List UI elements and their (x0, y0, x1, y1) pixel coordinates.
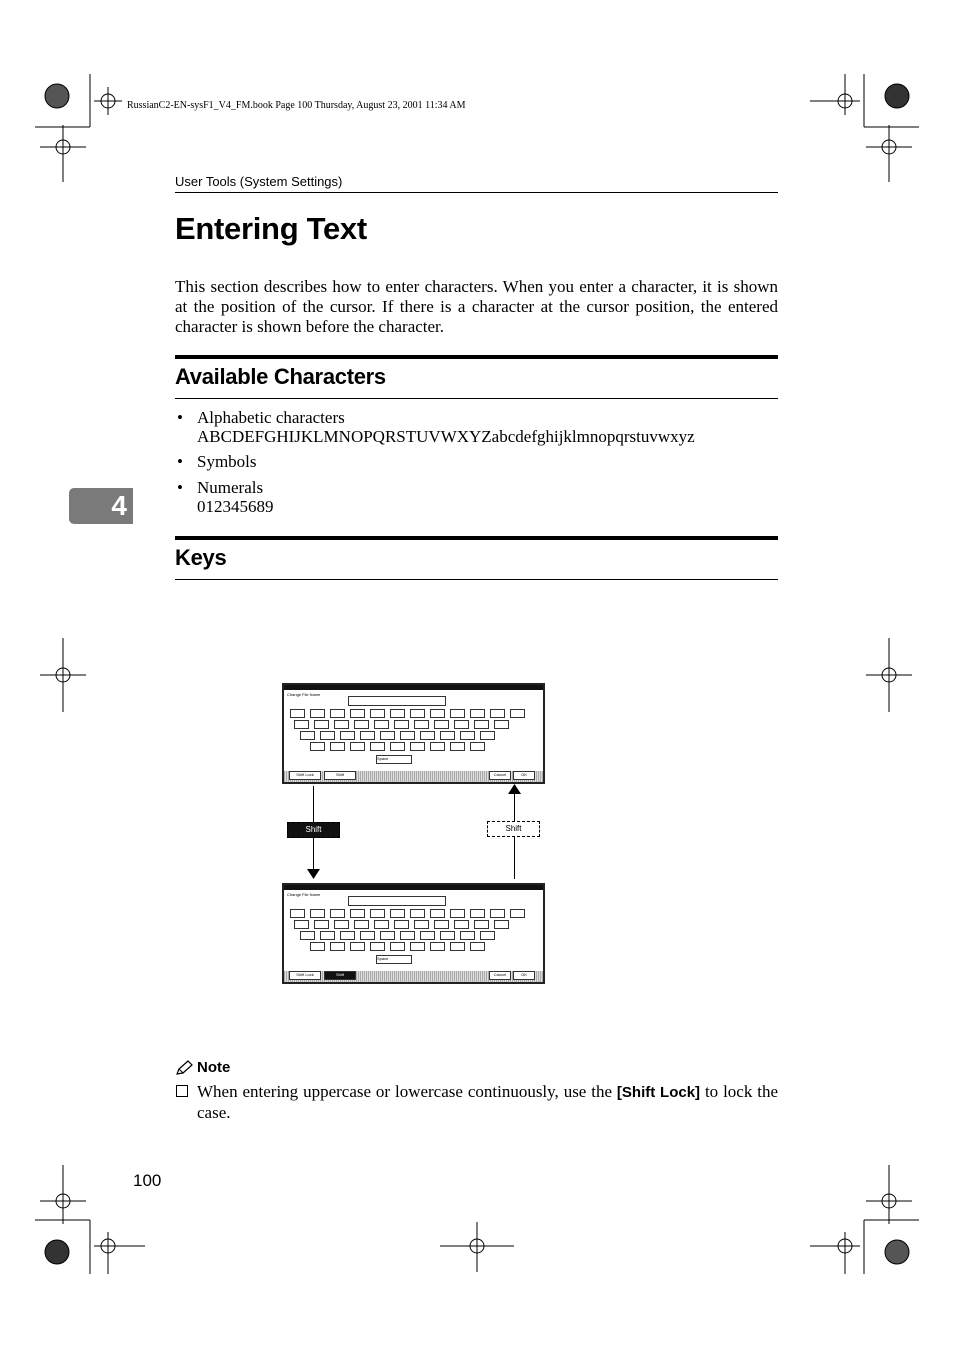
keyboard-key[interactable] (370, 709, 385, 718)
keyboard-key[interactable] (440, 931, 455, 940)
shift-lock-button[interactable]: Shift Lock (289, 771, 321, 780)
keyboard-key[interactable] (400, 931, 415, 940)
keyboard-key[interactable] (430, 942, 445, 951)
keyboard-key[interactable] (420, 731, 435, 740)
keyboard-key[interactable] (410, 709, 425, 718)
shift-key-pressed: Shift (287, 822, 340, 838)
keyboard-key[interactable] (394, 720, 409, 729)
keyboard-key[interactable] (294, 920, 309, 929)
keyboard-key[interactable] (330, 909, 345, 918)
keyboard-key[interactable] (374, 720, 389, 729)
shift-button-active[interactable]: Shift (324, 971, 356, 980)
keyboard-key[interactable] (450, 909, 465, 918)
section-rule-bottom (175, 579, 778, 580)
keyboard-key[interactable] (494, 720, 509, 729)
keyboard-key[interactable] (474, 720, 489, 729)
keyboard-key[interactable] (290, 709, 305, 718)
keyboard-key[interactable] (300, 731, 315, 740)
keyboard-key[interactable] (400, 731, 415, 740)
keyboard-key[interactable] (440, 731, 455, 740)
note-title: Note (197, 1059, 231, 1076)
chapter-tab (69, 488, 133, 524)
keyboard-key[interactable] (470, 709, 485, 718)
screen-title: Change File Name (287, 692, 321, 697)
keyboard-screen-lowercase (282, 683, 545, 784)
keyboard-key[interactable] (390, 742, 405, 751)
screen-titlebar (284, 885, 543, 890)
connector-line (313, 838, 314, 871)
file-info-line: RussianC2-EN-sysF1_V4_FM.book Page 100 Thursday, August 23, 2001 11:34 AM (127, 100, 466, 111)
section-heading-keys: Keys (175, 545, 227, 570)
intro-paragraph: This section describes how to enter characters. When you enter a character, it is shown at the position of the cursor. If there is a character at the cursor position, the entered character is shown before the character. (175, 277, 778, 336)
shift-key-released: Shift (487, 821, 540, 837)
keyboard-key[interactable] (330, 709, 345, 718)
section-rule-top (175, 355, 778, 359)
arrow-up-icon (508, 784, 521, 794)
connector-line (514, 794, 515, 821)
chapter-number: 4 (111, 490, 127, 521)
keyboard-key[interactable] (510, 709, 525, 718)
keyboard-key[interactable] (430, 709, 445, 718)
keyboard-key[interactable] (470, 909, 485, 918)
keyboard-key[interactable] (350, 909, 365, 918)
keyboard-key[interactable] (340, 931, 355, 940)
keyboard-key[interactable] (460, 931, 475, 940)
keyboard-key[interactable] (434, 920, 449, 929)
screen-titlebar (284, 685, 543, 690)
bullet-dot: • (177, 408, 183, 427)
keyboard-key[interactable] (490, 909, 505, 918)
ok-button[interactable]: OK (513, 771, 535, 780)
keyboard-key[interactable] (414, 920, 429, 929)
note-text-after: to lock the case. (197, 1082, 778, 1122)
section-rule-bottom (175, 398, 778, 399)
text-input-field[interactable] (348, 896, 446, 906)
keyboard-key[interactable] (390, 909, 405, 918)
keyboard-key[interactable] (350, 709, 365, 718)
keyboard-key[interactable] (340, 731, 355, 740)
note-text-before: When entering uppercase or lowercase continuously, use the (197, 1082, 617, 1101)
keyboard-key[interactable] (310, 909, 325, 918)
keyboard-key[interactable] (480, 731, 495, 740)
keyboard-key[interactable] (350, 942, 365, 951)
ok-button[interactable]: OK (513, 971, 535, 980)
keyboard-key[interactable] (370, 942, 385, 951)
note-text (197, 1082, 778, 1123)
bullet-dot: • (177, 452, 183, 471)
keyboard-key[interactable] (374, 920, 389, 929)
section-heading-available: Available Characters (175, 364, 386, 389)
keyboard-key[interactable] (430, 742, 445, 751)
text-input-field[interactable] (348, 696, 446, 706)
cancel-button[interactable]: Cancel (489, 771, 511, 780)
keyboard-key[interactable] (474, 920, 489, 929)
keyboard-key[interactable] (300, 931, 315, 940)
note-key-label: [Shift Lock] (616, 1084, 701, 1101)
keyboard-key[interactable] (360, 731, 375, 740)
header-rule (175, 192, 778, 193)
keyboard-key[interactable] (350, 742, 365, 751)
cancel-button[interactable]: Cancel (489, 971, 511, 980)
keyboard-key[interactable] (370, 742, 385, 751)
keyboard-key[interactable] (390, 709, 405, 718)
keyboard-key[interactable] (380, 731, 395, 740)
connector-line (313, 786, 314, 822)
shift-lock-button[interactable]: Shift Lock (289, 971, 321, 980)
keyboard-key[interactable] (420, 931, 435, 940)
screen-title: Change File Name (287, 892, 321, 897)
keyboard-key[interactable] (480, 931, 495, 940)
connector-line (514, 837, 515, 879)
keyboard-key[interactable] (454, 720, 469, 729)
keyboard-key[interactable] (310, 742, 325, 751)
keyboard-key[interactable] (414, 720, 429, 729)
keyboard-key[interactable] (380, 931, 395, 940)
keyboard-key[interactable] (434, 720, 449, 729)
keyboard-key[interactable] (314, 920, 329, 929)
bullet-detail: ABCDEFGHIJKLMNOPQRSTUVWXYZabcdefghijklmnopqrstuvwxyz (197, 427, 695, 446)
keyboard-key[interactable] (354, 920, 369, 929)
keyboard-key[interactable] (460, 731, 475, 740)
keyboard-key[interactable] (510, 909, 525, 918)
checkbox-icon (176, 1085, 188, 1097)
keyboard-key[interactable] (330, 742, 345, 751)
keyboard-key[interactable] (330, 942, 345, 951)
bullet-dot: • (177, 478, 183, 497)
keyboard-key[interactable] (410, 909, 425, 918)
keyboard-screen-uppercase (282, 883, 545, 984)
keyboard-key[interactable] (430, 909, 445, 918)
space-key[interactable]: Space (376, 755, 412, 764)
space-key[interactable]: Space (376, 955, 412, 964)
keyboard-key[interactable] (290, 909, 305, 918)
keyboard-key[interactable] (310, 709, 325, 718)
keyboard-key[interactable] (334, 720, 349, 729)
keyboard-key[interactable] (360, 931, 375, 940)
bullet-detail: 012345689 (197, 497, 274, 516)
keyboard-key[interactable] (410, 742, 425, 751)
bullet-label: Alphabetic characters (197, 408, 345, 427)
pencil-icon (175, 1060, 193, 1076)
shift-button[interactable]: Shift (324, 771, 356, 780)
running-header: User Tools (System Settings) (175, 174, 343, 189)
keyboard-key[interactable] (490, 709, 505, 718)
keyboard-key[interactable] (470, 942, 485, 951)
keyboard-key[interactable] (450, 942, 465, 951)
keyboard-key[interactable] (394, 920, 409, 929)
bullet-label: Numerals (197, 478, 264, 497)
keyboard-key[interactable] (310, 942, 325, 951)
keyboard-key[interactable] (334, 920, 349, 929)
bullet-label: Symbols (197, 452, 257, 471)
keyboard-key[interactable] (470, 742, 485, 751)
page-number: 100 (133, 1171, 162, 1190)
keyboard-key[interactable] (294, 720, 309, 729)
keyboard-key[interactable] (450, 742, 465, 751)
section-rule-top (175, 536, 778, 540)
keyboard-key[interactable] (320, 731, 335, 740)
page-title: Entering Text (175, 211, 367, 246)
keyboard-key[interactable] (370, 909, 385, 918)
keyboard-key[interactable] (410, 942, 425, 951)
keyboard-key[interactable] (454, 920, 469, 929)
keyboard-key[interactable] (354, 720, 369, 729)
keyboard-key[interactable] (450, 709, 465, 718)
keyboard-key[interactable] (494, 920, 509, 929)
keyboard-key[interactable] (390, 942, 405, 951)
keyboard-key[interactable] (314, 720, 329, 729)
keyboard-key[interactable] (320, 931, 335, 940)
arrow-down-icon (307, 869, 320, 879)
